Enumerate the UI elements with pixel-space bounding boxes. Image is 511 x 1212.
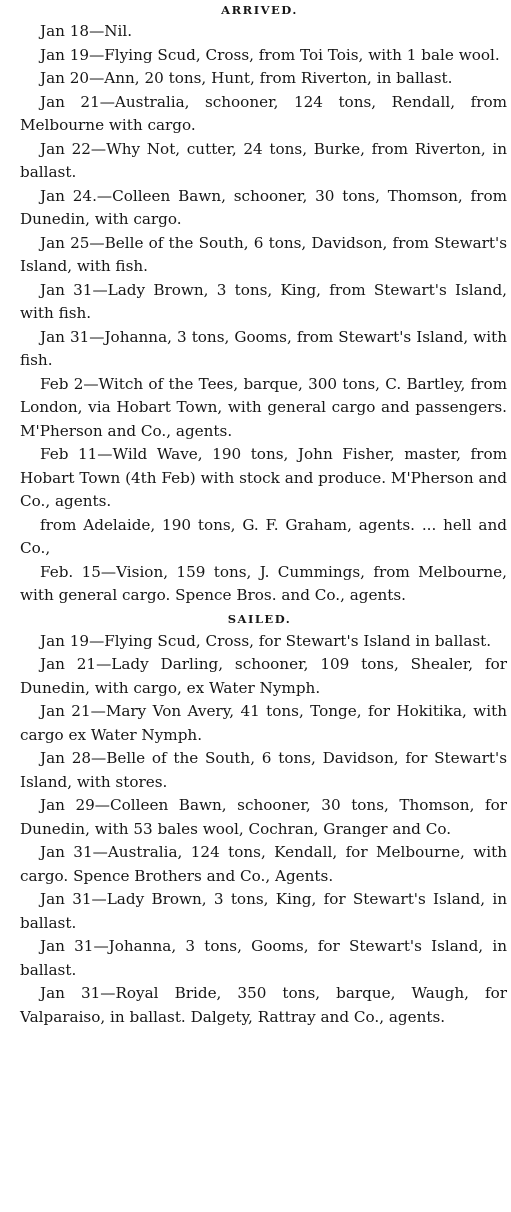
sailed-heading: SAILED.	[227, 611, 292, 626]
sailing-entry: Jan 21—Mary Von Avery, 41 tons, Tonge, for Hokitika, with cargo ex Water Nymph.	[20, 702, 507, 744]
arrival-entry: Jan 25—Belle of the South, 6 tons, Davidson, from Stewart's Island, with fish.	[20, 233, 507, 275]
arrived-list	[20, 20, 507, 608]
sailing-entry: Jan 31—Australia, 124 tons, Kendall, for Melbourne, with cargo. Spence Brothers and Co., Agents.	[20, 843, 507, 885]
arrival-entry: Jan 31—Lady Brown, 3 tons, King, from Stewart's Island, with fish.	[20, 280, 507, 322]
sailing-entry: Jan 31—Johanna, 3 tons, Gooms, for Stewart's Island, in ballast.	[20, 937, 507, 979]
sailing-entry: Jan 28—Belle of the South, 6 tons, Davidson, for Stewart's Island, with stores.	[20, 749, 507, 791]
sailing-entry: Jan 29—Colleen Bawn, schooner, 30 tons, Thomson, for Dunedin, with 53 bales wool, Cochran, Granger and Co.	[20, 796, 507, 838]
arrival-entry: Feb 11—Wild Wave, 190 tons, John Fisher, master, from Hobart Town (4th Feb) with stock and produce. M'Pherson and Co., agents.	[20, 445, 507, 510]
arrival-entry: Jan 22—Why Not, cutter, 24 tons, Burke, from Riverton, in ballast.	[20, 139, 507, 181]
sailing-entry: Jan 19—Flying Scud, Cross, for Stewart's Island in ballast.	[40, 631, 492, 650]
arrival-entry: Jan 18—Nil.	[40, 22, 133, 40]
arrival-entry: from Adelaide, 190 tons, G. F. Graham, agents. ... hell and Co.,	[20, 515, 507, 557]
arrival-entry: Feb. 15—Vision, 159 tons, J. Cummings, from Melbourne, with general cargo. Spence Bros. and Co., agents.	[20, 562, 507, 604]
arrival-entry: Jan 21—Australia, schooner, 124 tons, Rendall, from Melbourne with cargo.	[20, 92, 507, 134]
arrived-heading: ARRIVED.	[221, 3, 298, 17]
arrival-entry: Jan 24.—Colleen Bawn, schooner, 30 tons, Thomson, from Dunedin, with cargo.	[20, 186, 507, 228]
sailing-entry: Jan 21—Lady Darling, schooner, 109 tons, Shealer, for Dunedin, with cargo, ex Water Nymph.	[20, 655, 507, 697]
arrival-entry: Jan 20—Ann, 20 tons, Hunt, from Riverton, in ballast.	[40, 69, 453, 87]
arrival-entry: Feb 2—Witch of the Tees, barque, 300 tons, C. Bartley, from London, via Hobart Town, with general cargo and passengers. M'Pherson and Co., agents.	[20, 374, 507, 440]
arrival-entry: Jan 31—Johanna, 3 tons, Gooms, from Stewart's Island, with fish.	[20, 327, 507, 369]
arrival-entry: Jan 19—Flying Scud, Cross, from Toi Tois, with 1 bale wool.	[40, 45, 500, 64]
sailed-list	[20, 630, 507, 1030]
sailing-entry: Jan 31—Lady Brown, 3 tons, King, for Stewart's Island, in ballast.	[20, 890, 507, 932]
sailing-entry: Jan 31—Royal Bride, 350 tons, barque, Waugh, for Valparaiso, in ballast. Dalgety, Rattray and Co., agents.	[20, 984, 507, 1026]
